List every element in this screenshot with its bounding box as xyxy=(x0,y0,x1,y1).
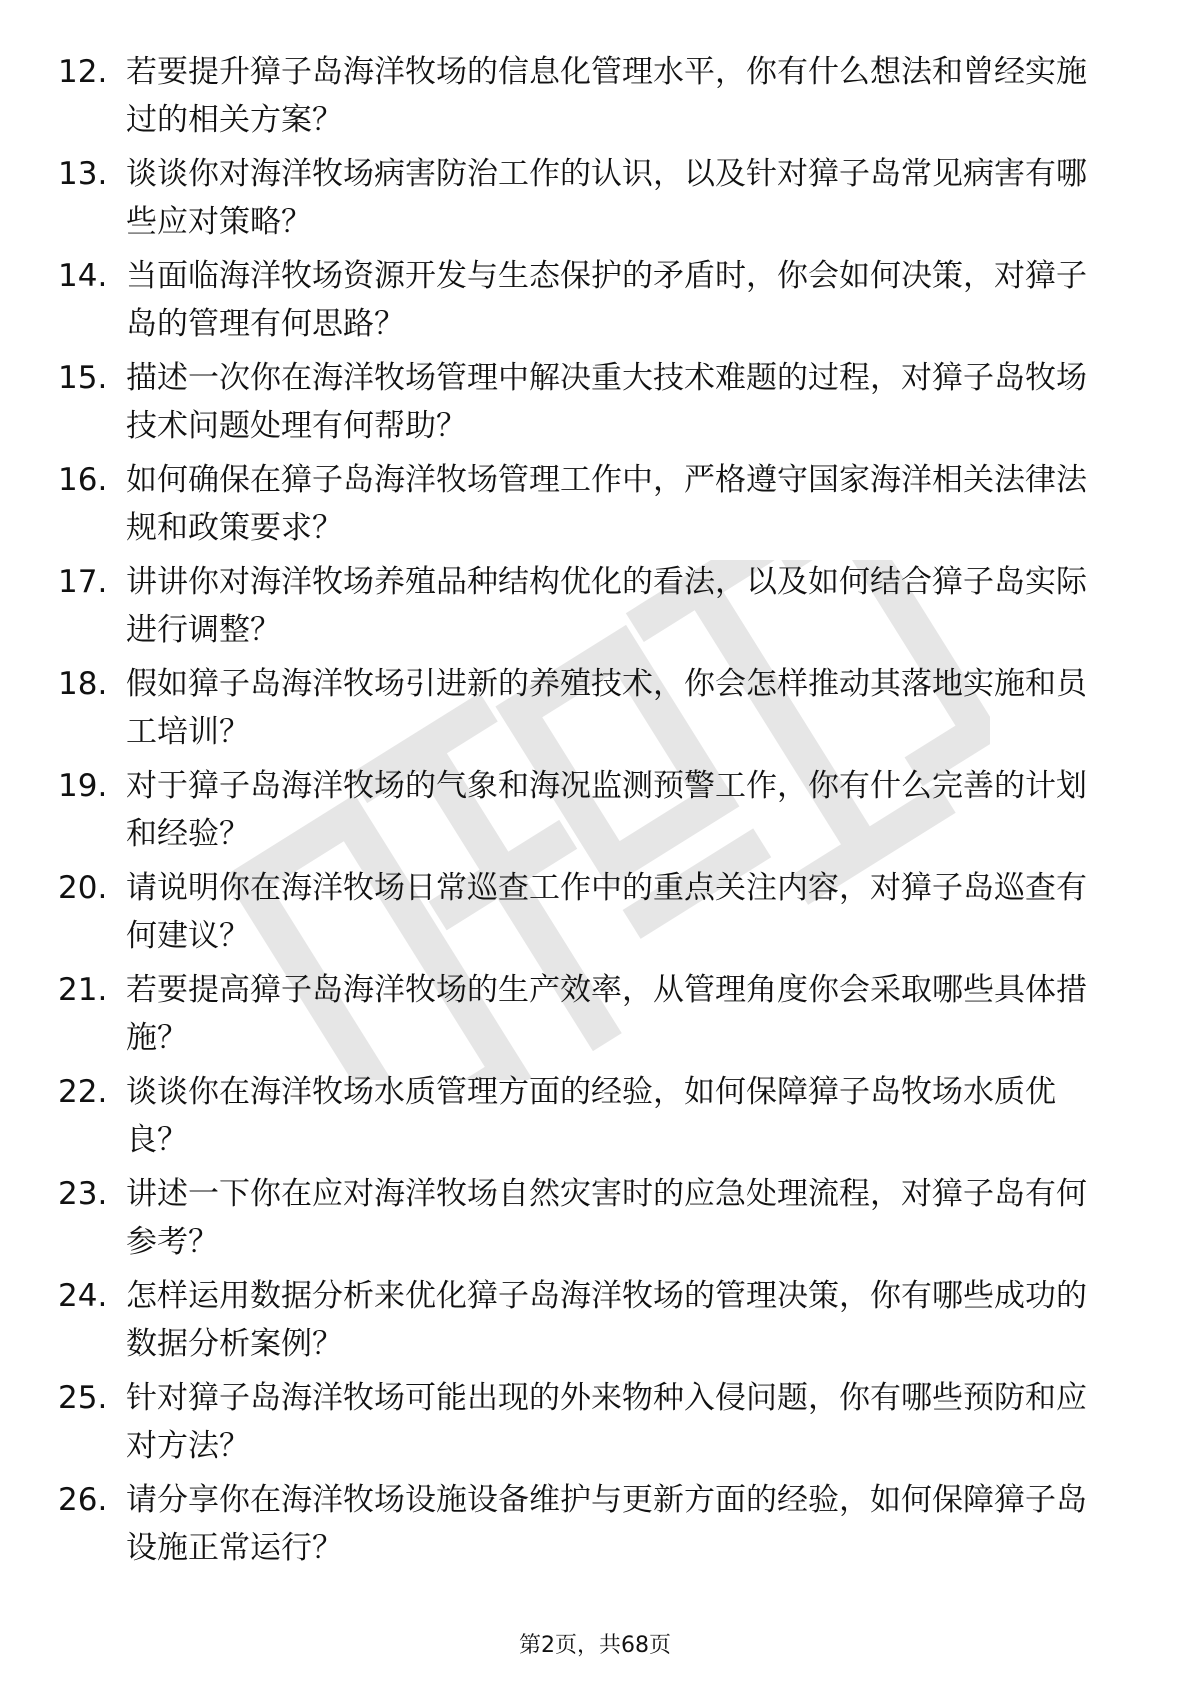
question-number: 17. xyxy=(58,564,108,600)
question-text: 对于獐子岛海洋牧场的气象和海况监测预警工作，你有什么完善的计划和经验？ xyxy=(126,768,1087,852)
question-text: 讲述一下你在应对海洋牧场自然灾害时的应急处理流程，对獐子岛有何参考？ xyxy=(126,1176,1087,1260)
list-item xyxy=(58,558,1118,660)
question-number: 24. xyxy=(58,1278,108,1314)
question-number: 20. xyxy=(58,870,108,906)
list-item xyxy=(58,762,1118,864)
question-number: 26. xyxy=(58,1482,108,1518)
list-item xyxy=(58,1476,1118,1578)
question-text: 请说明你在海洋牧场日常巡查工作中的重点关注内容，对獐子岛巡查有何建议？ xyxy=(126,870,1087,954)
question-text: 针对獐子岛海洋牧场可能出现的外来物种入侵问题，你有哪些预防和应对方法？ xyxy=(126,1380,1087,1464)
list-item xyxy=(58,1068,1118,1170)
question-number: 13. xyxy=(58,156,108,192)
question-number: 12. xyxy=(58,54,108,90)
list-item xyxy=(58,252,1118,354)
question-text: 若要提升獐子岛海洋牧场的信息化管理水平，你有什么想法和曾经实施过的相关方案？ xyxy=(126,54,1087,138)
question-number: 18. xyxy=(58,666,108,702)
question-text: 如何确保在獐子岛海洋牧场管理工作中，严格遵守国家海洋相关法律法规和政策要求？ xyxy=(126,462,1087,546)
question-number: 19. xyxy=(58,768,108,804)
list-item xyxy=(58,864,1118,966)
question-text: 谈谈你对海洋牧场病害防治工作的认识，以及针对獐子岛常见病害有哪些应对策略？ xyxy=(126,156,1087,240)
question-text: 讲讲你对海洋牧场养殖品种结构优化的看法，以及如何结合獐子岛实际进行调整？ xyxy=(126,564,1087,648)
list-item xyxy=(58,354,1118,456)
question-text: 当面临海洋牧场资源开发与生态保护的矛盾时，你会如何决策，对獐子岛的管理有何思路？ xyxy=(126,258,1087,342)
page-footer: 第2页，共68页 xyxy=(519,1633,671,1658)
question-number: 25. xyxy=(58,1380,108,1416)
question-text: 请分享你在海洋牧场设施设备维护与更新方面的经验，如何保障獐子岛设施正常运行？ xyxy=(126,1482,1087,1566)
question-number: 23. xyxy=(58,1176,108,1212)
list-item xyxy=(58,48,1118,150)
question-number: 15. xyxy=(58,360,108,396)
list-item xyxy=(58,660,1118,762)
question-number: 22. xyxy=(58,1074,108,1110)
list-item xyxy=(58,1170,1118,1272)
list-item xyxy=(58,966,1118,1068)
question-text: 描述一次你在海洋牧场管理中解决重大技术难题的过程，对獐子岛牧场技术问题处理有何帮助？ xyxy=(126,360,1087,444)
list-item xyxy=(58,150,1118,252)
question-list xyxy=(58,48,1118,1578)
question-number: 21. xyxy=(58,972,108,1008)
list-item xyxy=(58,1272,1118,1374)
question-text: 若要提高獐子岛海洋牧场的生产效率，从管理角度你会采取哪些具体措施？ xyxy=(126,972,1087,1056)
question-text: 假如獐子岛海洋牧场引进新的养殖技术，你会怎样推动其落地实施和员工培训？ xyxy=(126,666,1087,750)
list-item xyxy=(58,1374,1118,1476)
list-item xyxy=(58,456,1118,558)
question-text: 怎样运用数据分析来优化獐子岛海洋牧场的管理决策，你有哪些成功的数据分析案例？ xyxy=(126,1278,1087,1362)
question-text: 谈谈你在海洋牧场水质管理方面的经验，如何保障獐子岛牧场水质优良？ xyxy=(126,1074,1056,1158)
question-number: 16. xyxy=(58,462,108,498)
question-number: 14. xyxy=(58,258,108,294)
